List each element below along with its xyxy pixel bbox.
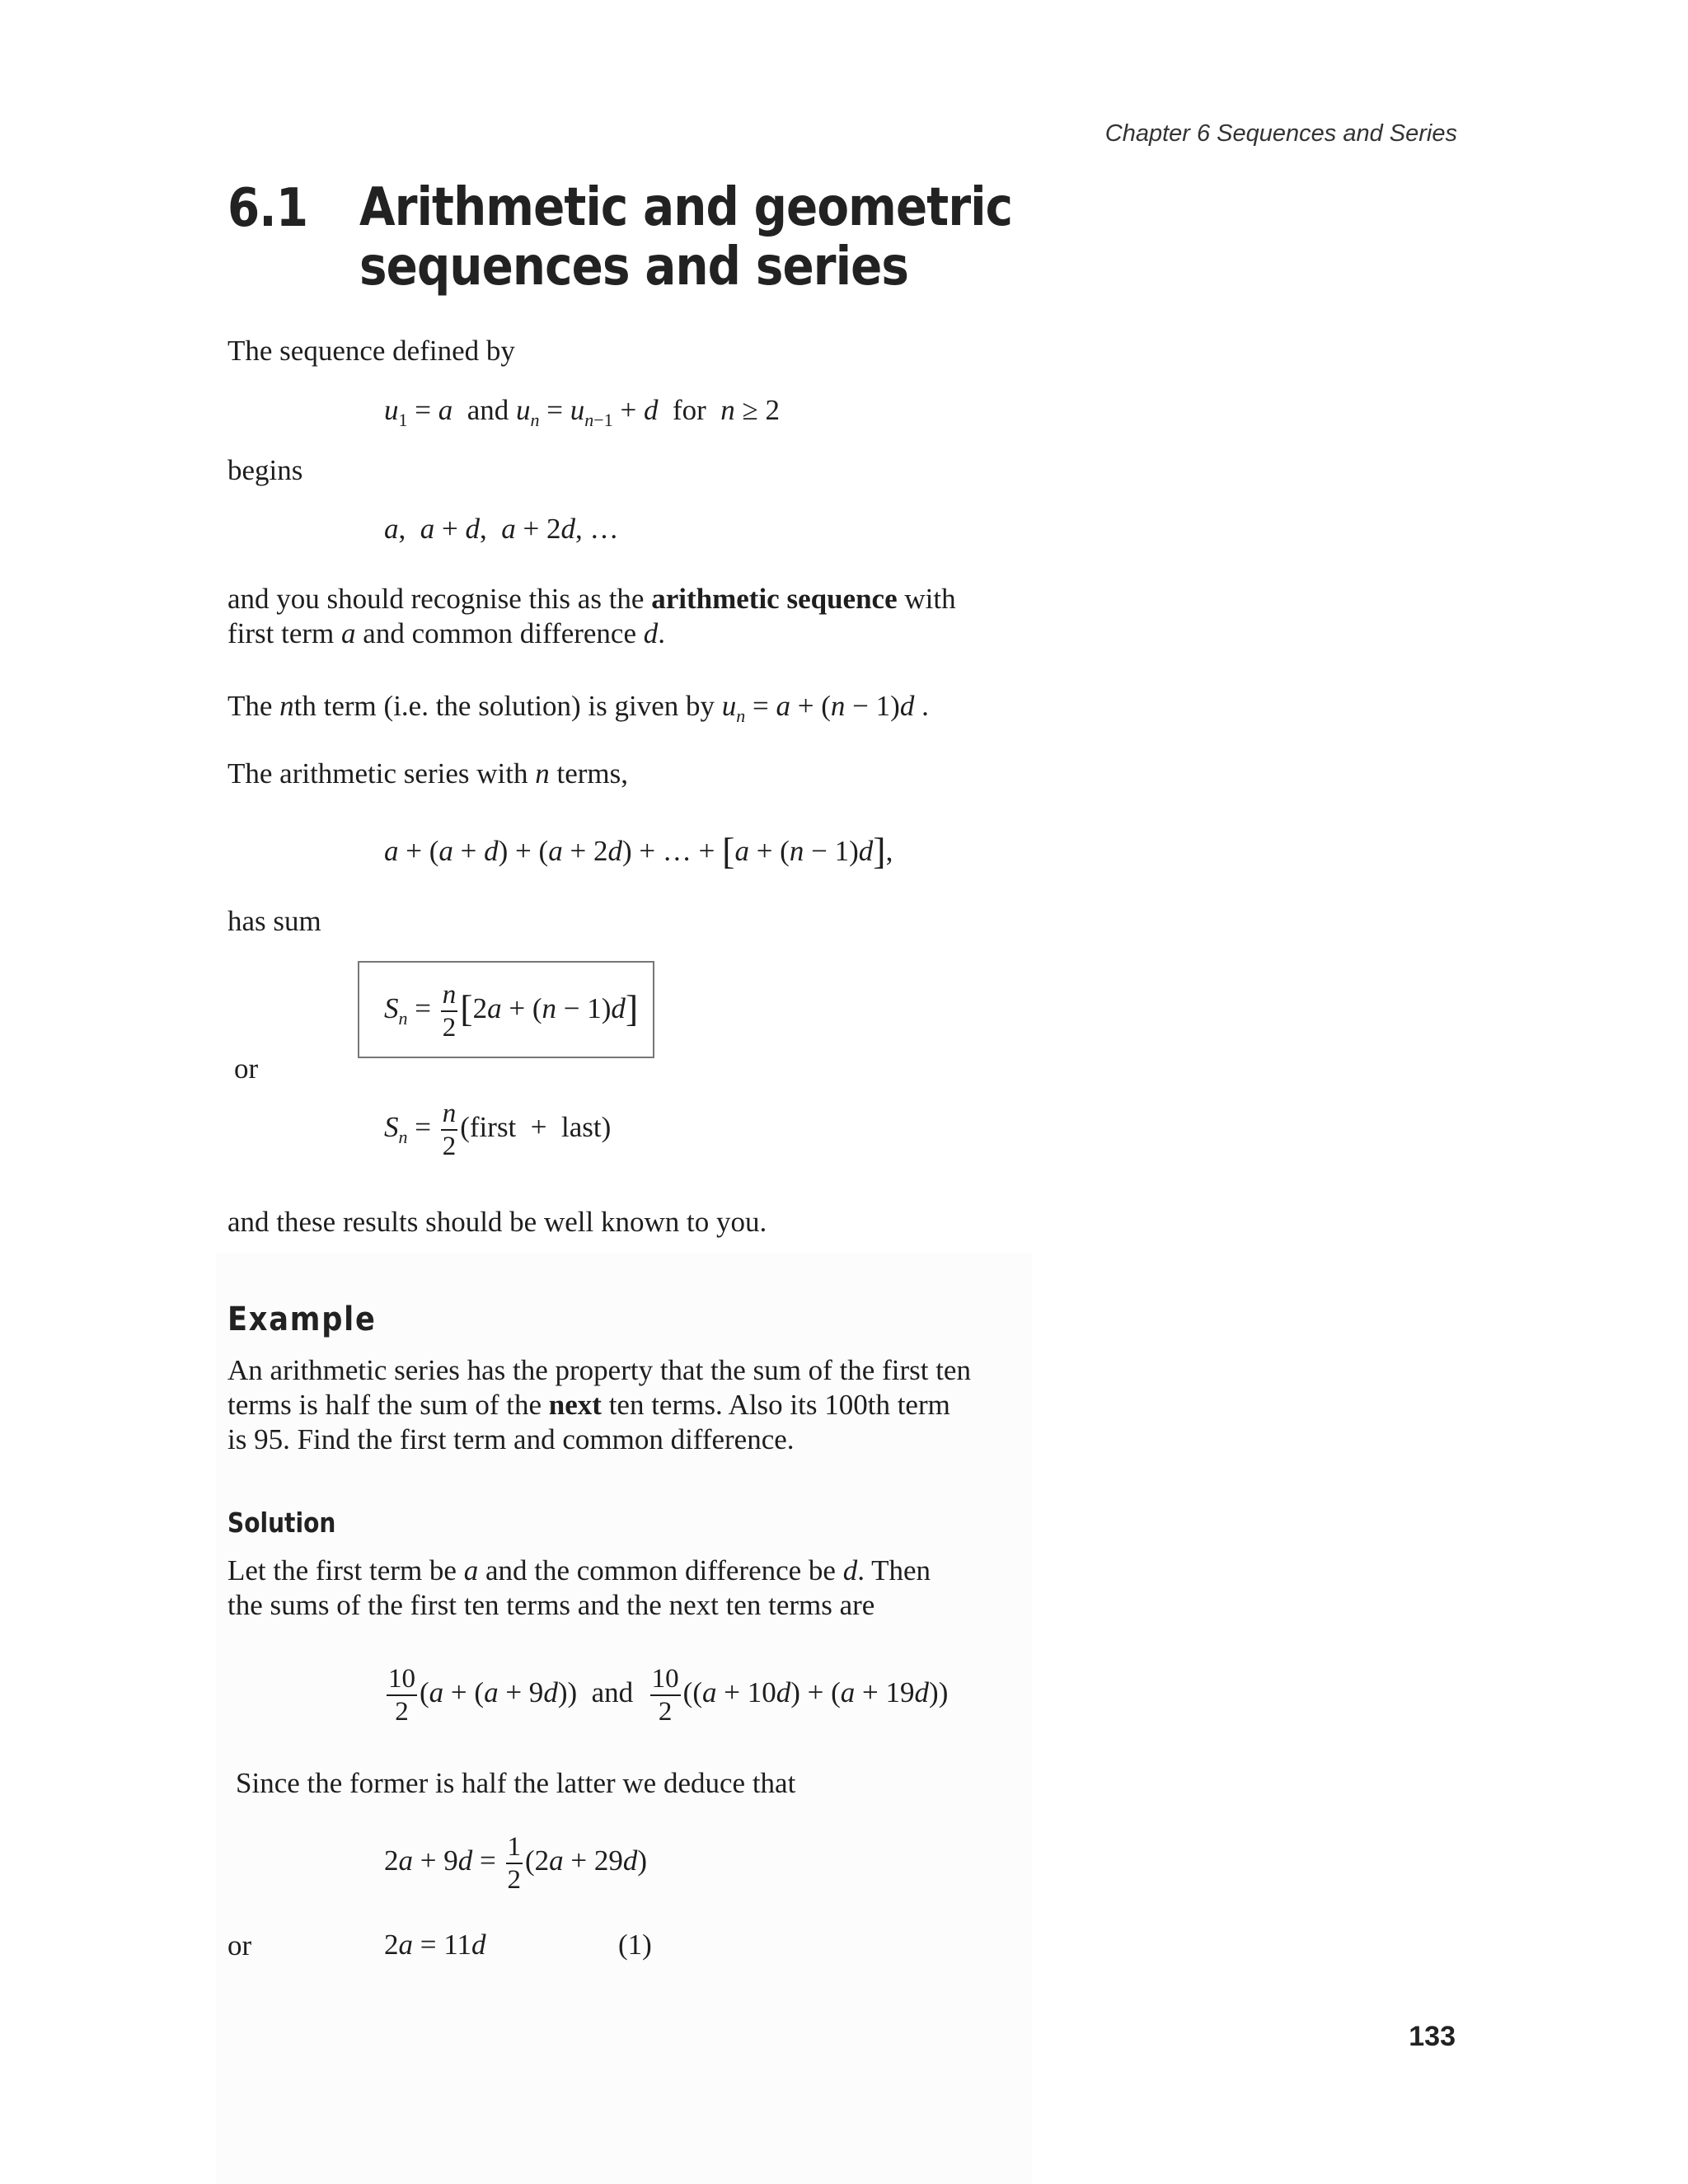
text: . Then (857, 1554, 931, 1586)
variable: n (535, 757, 550, 790)
bold-term: arithmetic sequence (651, 583, 898, 615)
equation-number: (1) (618, 1929, 652, 1961)
example-line-3: is 95. Find the first term and common difference. (227, 1423, 795, 1455)
section-title (359, 178, 1012, 297)
text: . (658, 617, 665, 649)
page-number: 133 (1409, 2021, 1456, 2052)
text: Let the first term be (227, 1554, 464, 1586)
paragraph-begins: begins (227, 454, 303, 486)
running-header: Chapter 6 Sequences and Series (1104, 120, 1457, 147)
variable: d (842, 1554, 858, 1586)
equation-sum-formula: $S_n$ = $\frac{n}{2}$ [2a + (n − 1)d] (384, 980, 639, 1043)
example-line-1: An arithmetic series has the property that the sum of the first ten (227, 1354, 971, 1386)
section-title-line-2: sequences and series (359, 237, 909, 298)
text: The (227, 690, 280, 722)
equation-1: 2a = 11d (384, 1929, 486, 1961)
example-text (227, 1353, 971, 1457)
variable: d (643, 617, 659, 649)
equation-series: a + (a + d) + (a + 2d) + … + [a + (n − 1)d], (384, 830, 893, 872)
equation-ten-term-sums: $\frac{10}{2}$ (a + (a + 9d)) and $\frac{10}{2}$ ((a + 10d) + (a + 19d)) (388, 1664, 949, 1727)
text: and the common difference be (478, 1554, 843, 1586)
text: and you should recognise this as the (227, 583, 652, 615)
solution-line-3: Since the former is half the latter we deduce that (236, 1767, 796, 1799)
variable: a (341, 617, 356, 649)
solution-heading: Solution (227, 1507, 336, 1539)
solution-text (227, 1554, 931, 1623)
equation-recurrence: $u_1 = a$ and $u_n = u_{n-1} + d$ for n ≥ 2 (384, 394, 780, 430)
equation-sequence-terms: a, a + d, a + 2d, … (384, 513, 619, 545)
text: th term (i.e. the solution) is given by (293, 690, 722, 722)
paragraph-or: or (234, 1052, 259, 1085)
solution-or-label: or (227, 1929, 252, 1961)
section-number: 6.1 (227, 178, 308, 239)
paragraph-nth-term (227, 689, 929, 733)
paragraph-has-sum: has sum (227, 905, 321, 937)
paragraph-arithmetic-sequence (227, 582, 956, 651)
equation-deduction: 2a + 9d = $\frac{1}{2}$ (2a + 29d) (384, 1832, 648, 1895)
equation-nth-term: $u_n = a + (n - 1)d$ . (721, 690, 929, 726)
text: terms is half the sum of the (227, 1389, 549, 1421)
text: first term (227, 617, 342, 649)
variable: n (279, 690, 294, 722)
text: The arithmetic series with (227, 757, 536, 790)
equation-sum-first-last: $S_n$ = $\frac{n}{2}$ (first + last) (384, 1099, 612, 1161)
bold-term: next (548, 1389, 602, 1421)
example-heading: Example (227, 1301, 377, 1338)
paragraph-well-known: and these results should be well known to you. (227, 1206, 767, 1238)
solution-line-2: the sums of the first ten terms and the next ten terms are (227, 1589, 875, 1621)
paragraph-intro: The sequence defined by (227, 335, 515, 367)
paragraph-series (227, 757, 628, 791)
text: and common difference (355, 617, 644, 649)
text: with (897, 583, 956, 615)
text: ten terms. Also its 100th term (601, 1389, 950, 1421)
variable: a (463, 1554, 479, 1586)
text: terms, (549, 757, 628, 790)
section-title-line-1: Arithmetic and geometric (359, 177, 1013, 238)
